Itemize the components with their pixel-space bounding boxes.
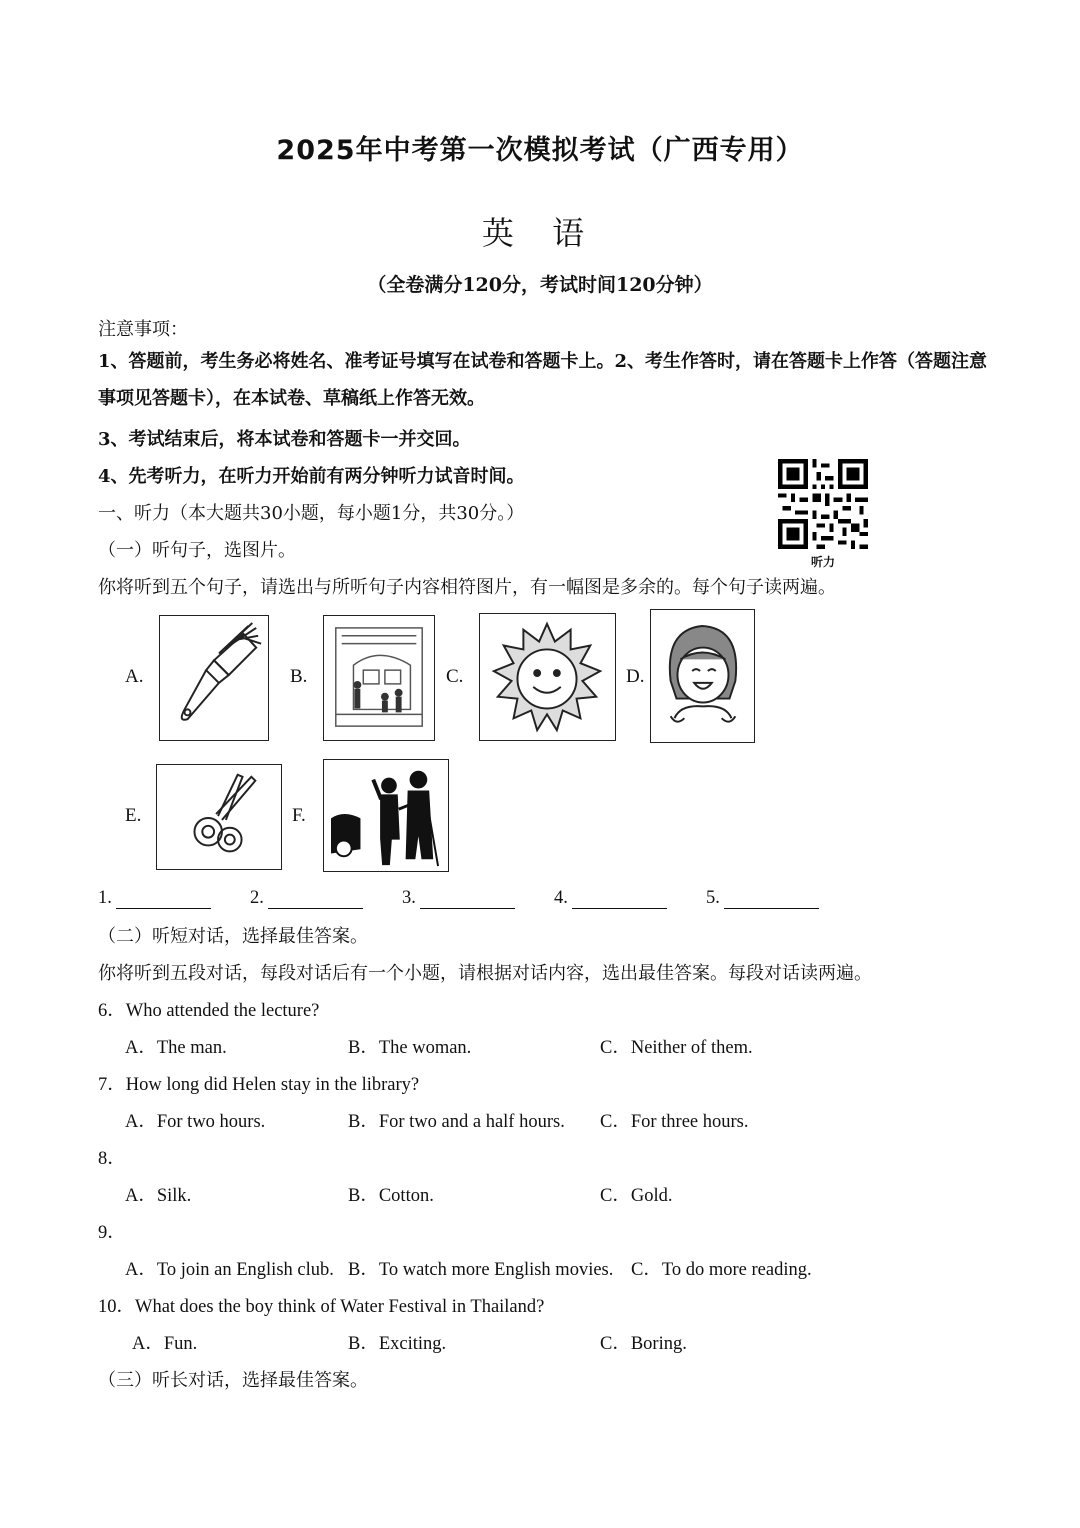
part1-instruction: 你将听到五个句子，请选出与所听句子内容相符图片，有一幅图是多余的。每个句子读两遍。: [98, 577, 836, 598]
part2-instruction: 你将听到五段对话，每段对话后有一个小题，请根据对话内容，选出最佳答案。每段对话读两遍。: [98, 963, 872, 984]
question-10-stem: 10．What does the boy think of Water Festival in Thailand?: [98, 1297, 545, 1317]
question-6-stem: 6．Who attended the lecture?: [98, 1001, 320, 1021]
picture-label-c: C.: [446, 666, 464, 687]
scissors-icon: [156, 764, 282, 870]
blank-1[interactable]: 1.: [98, 888, 211, 909]
picture-label-f: F.: [292, 805, 306, 826]
notes-item-1: 1、答题前，考生务必将姓名、准考证号填写在试卷和答题卡上。2、考生作答时，请在答题卡上作答（答题注意事项见答题卡），在本试卷、草稿纸上作答无效。: [98, 351, 988, 409]
question-6-option-c[interactable]: C．Neither of them.: [600, 1038, 753, 1058]
question-7-option-c[interactable]: C．For three hours.: [600, 1112, 749, 1132]
listening-qr-code-icon[interactable]: [778, 459, 868, 549]
question-9-stem: 9．: [98, 1223, 126, 1243]
blank-5[interactable]: 5.: [706, 888, 819, 909]
exam-title: 2025年中考第一次模拟考试（广西专用）: [276, 135, 804, 166]
picture-label-d: D.: [626, 666, 645, 687]
blank-3[interactable]: 3.: [402, 888, 515, 909]
question-10-option-b[interactable]: B．Exciting.: [348, 1334, 447, 1354]
paintbrush-icon: [159, 615, 269, 741]
laughing-girl-icon: [650, 609, 755, 743]
subject-title: 英 语: [481, 214, 599, 252]
part2-heading: （二）听短对话，选择最佳答案。: [98, 926, 368, 947]
question-6-option-b[interactable]: B．The woman.: [348, 1038, 472, 1058]
question-9-option-c[interactable]: C．To do more reading.: [631, 1260, 812, 1280]
question-7-option-b[interactable]: B．For two and a half hours.: [348, 1112, 565, 1132]
section1-heading: 一、听力（本大题共30小题，每小题1分，共30分。）: [98, 503, 525, 524]
helping-blind-man-icon: [323, 759, 449, 872]
question-8-option-a[interactable]: A．Silk.: [125, 1186, 192, 1206]
blank-4[interactable]: 4.: [554, 888, 667, 909]
part3-heading: （三）听长对话，选择最佳答案。: [98, 1370, 368, 1391]
question-9-option-b[interactable]: B．To watch more English movies.: [348, 1260, 614, 1280]
question-6-option-a[interactable]: A．The man.: [125, 1038, 227, 1058]
question-7-option-a[interactable]: A．For two hours.: [125, 1112, 266, 1132]
question-8-option-c[interactable]: C．Gold.: [600, 1186, 673, 1206]
train-station-icon: [323, 615, 435, 741]
notes-item-3: 3、考试结束后，将本试卷和答题卡一并交回。: [98, 429, 471, 450]
picture-label-b: B.: [290, 666, 308, 687]
notes-item-4: 4、先考听力，在听力开始前有两分钟听力试音时间。: [98, 466, 525, 487]
picture-label-e: E.: [125, 805, 142, 826]
smiling-sun-icon: [479, 613, 616, 741]
question-7-stem: 7．How long did Helen stay in the library?: [98, 1075, 420, 1095]
qr-label: 听力: [810, 555, 835, 569]
picture-label-a: A.: [125, 666, 144, 687]
question-8-stem: 8．: [98, 1149, 126, 1169]
question-10-option-a[interactable]: A．Fun.: [132, 1334, 198, 1354]
score-info: （全卷满分120分，考试时间120分钟）: [367, 274, 713, 296]
question-9-option-a[interactable]: A．To join an English club.: [125, 1260, 334, 1280]
question-10-option-c[interactable]: C．Boring.: [600, 1334, 687, 1354]
question-8-option-b[interactable]: B．Cotton.: [348, 1186, 434, 1206]
part1-heading: （一）听句子，选图片。: [98, 540, 296, 561]
blank-2[interactable]: 2.: [250, 888, 363, 909]
notes-heading: 注意事项：: [98, 319, 188, 340]
